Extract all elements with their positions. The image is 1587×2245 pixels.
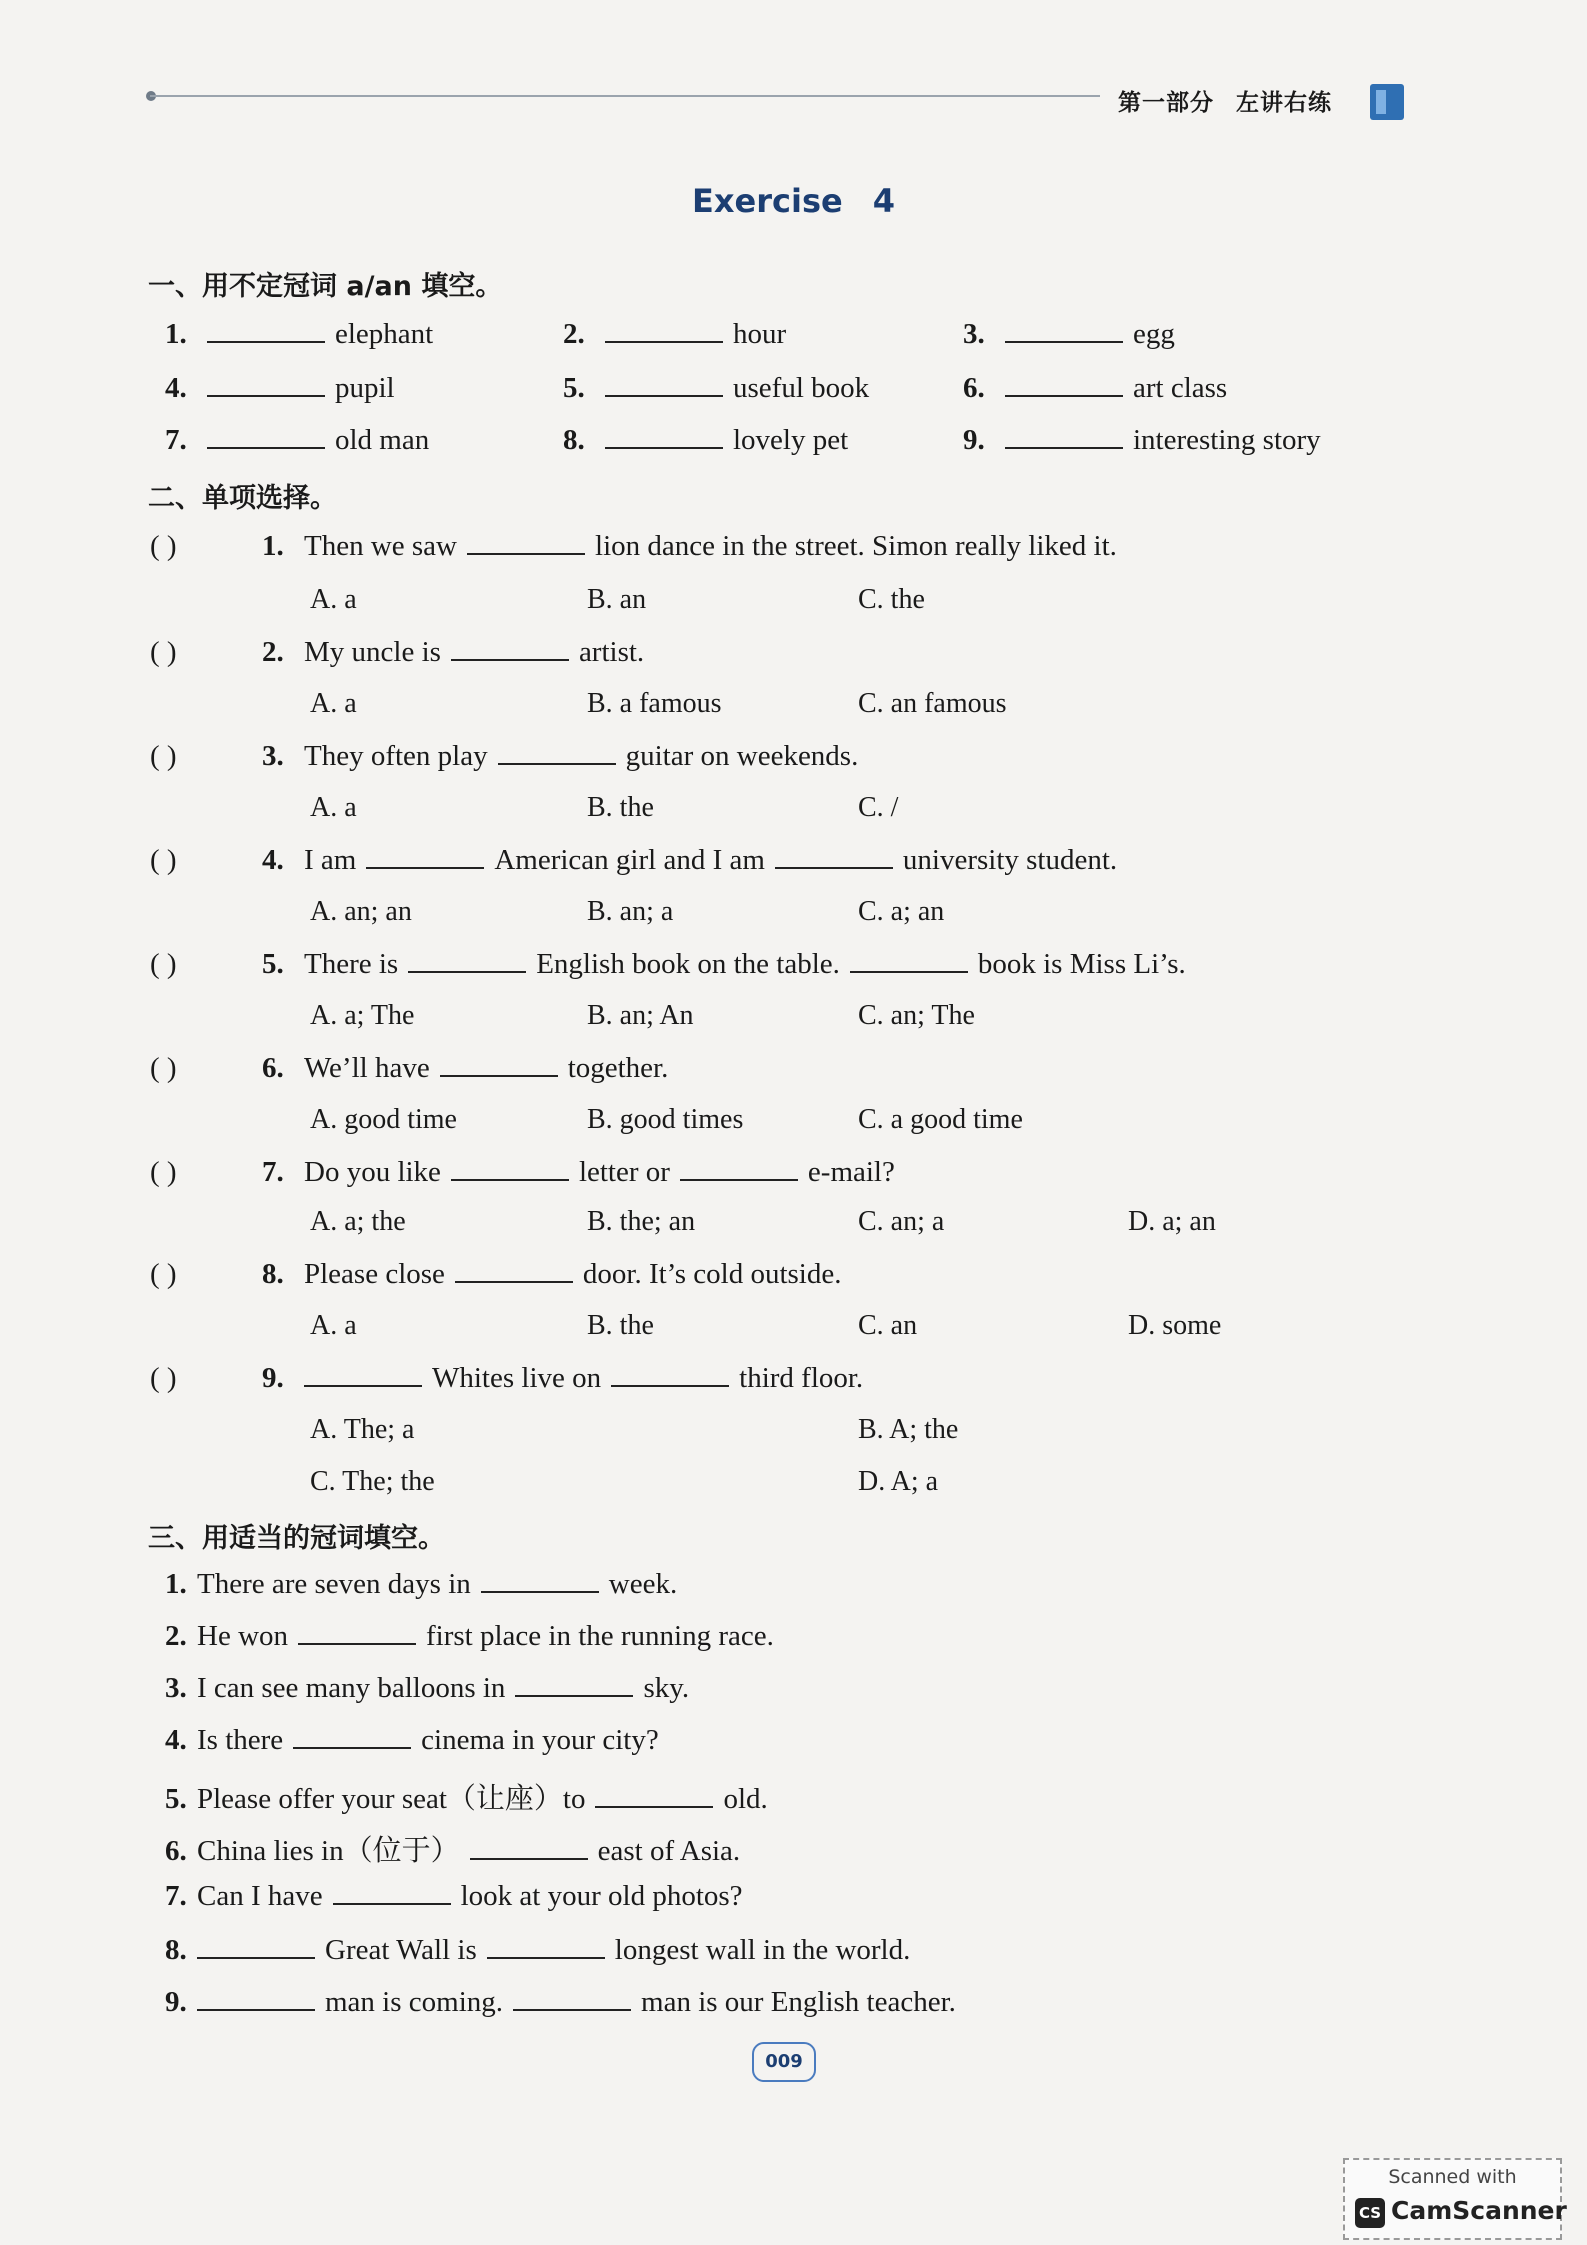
option-a[interactable]: A. a; The bbox=[310, 1000, 415, 1031]
item-text: China lies in（位于） bbox=[197, 1835, 460, 1867]
option-a[interactable]: A. a bbox=[310, 1310, 357, 1341]
mc-question-1 bbox=[150, 530, 1117, 563]
item-text: Please offer your seat（让座）to bbox=[197, 1783, 586, 1815]
item-text: Can I have bbox=[197, 1880, 323, 1912]
mc-question-2 bbox=[150, 636, 644, 669]
option-b[interactable]: B. an bbox=[587, 584, 647, 615]
answer-blank bbox=[680, 1178, 798, 1181]
question-text: English book on the table. bbox=[536, 948, 840, 980]
option-a[interactable]: A. a bbox=[310, 688, 357, 719]
option-c[interactable]: C. / bbox=[858, 792, 899, 823]
option-a[interactable]: A. an; an bbox=[310, 896, 412, 927]
item-num: 1. bbox=[165, 318, 187, 350]
s3-item-6 bbox=[165, 1828, 740, 1869]
s3-item-4 bbox=[165, 1724, 659, 1757]
item-num: 9. bbox=[963, 424, 985, 456]
answer-paren[interactable]: ( ) bbox=[150, 1052, 177, 1084]
option-c[interactable]: C. an famous bbox=[858, 688, 1007, 719]
watermark-line2: CamScanner bbox=[1391, 2196, 1567, 2225]
answer-blank bbox=[366, 866, 484, 869]
item-num: 2. bbox=[563, 318, 585, 350]
option-a[interactable]: A. a bbox=[310, 584, 357, 615]
item-text: look at your old photos? bbox=[460, 1880, 743, 1912]
answer-blank[interactable] bbox=[197, 2008, 315, 2011]
question-num: 8. bbox=[262, 1258, 284, 1290]
item-text: old man bbox=[335, 424, 430, 456]
question-num: 1. bbox=[262, 530, 284, 562]
option-b[interactable]: B. good times bbox=[587, 1104, 744, 1135]
answer-blank[interactable] bbox=[470, 1857, 588, 1860]
section3-heading: 三、用适当的冠词填空。 bbox=[148, 1523, 445, 1554]
item-text: longest wall in the world. bbox=[614, 1934, 911, 1966]
question-num: 4. bbox=[262, 844, 284, 876]
answer-blank[interactable] bbox=[513, 2008, 631, 2011]
item-num: 9. bbox=[165, 1986, 187, 2018]
mc-question-3 bbox=[150, 740, 858, 773]
item-text: Great Wall is bbox=[325, 1934, 477, 1966]
option-a[interactable]: A. The; a bbox=[310, 1414, 415, 1445]
s3-item-8 bbox=[165, 1934, 910, 1967]
s3-item-2 bbox=[165, 1620, 774, 1653]
item-num: 5. bbox=[563, 372, 585, 404]
answer-blank bbox=[775, 866, 893, 869]
option-a[interactable]: A. a bbox=[310, 792, 357, 823]
question-text: They often play bbox=[304, 740, 488, 772]
question-text: book is Miss Li’s. bbox=[977, 948, 1186, 980]
item-num: 5. bbox=[165, 1783, 187, 1815]
option-c[interactable]: C. an; a bbox=[858, 1206, 945, 1237]
option-b[interactable]: B. an; a bbox=[587, 896, 674, 927]
s1-item-5 bbox=[563, 372, 869, 405]
answer-blank[interactable] bbox=[298, 1642, 416, 1645]
s1-item-4 bbox=[165, 372, 395, 405]
item-num: 3. bbox=[165, 1672, 187, 1704]
answer-paren[interactable]: ( ) bbox=[150, 1156, 177, 1188]
item-num: 7. bbox=[165, 1880, 187, 1912]
option-b[interactable]: B. the bbox=[587, 1310, 654, 1341]
question-text: university student. bbox=[902, 844, 1118, 876]
option-b[interactable]: B. the; an bbox=[587, 1206, 696, 1237]
item-num: 8. bbox=[165, 1934, 187, 1966]
answer-paren[interactable]: ( ) bbox=[150, 1258, 177, 1290]
option-c[interactable]: C. The; the bbox=[310, 1466, 435, 1497]
option-b[interactable]: B. an; An bbox=[587, 1000, 694, 1031]
question-text: My uncle is bbox=[304, 636, 441, 668]
question-text: letter or bbox=[578, 1156, 670, 1188]
mc-question-7 bbox=[150, 1156, 895, 1189]
s1-item-6 bbox=[963, 372, 1227, 405]
item-text: week. bbox=[608, 1568, 678, 1600]
item-num: 4. bbox=[165, 372, 187, 404]
header-label bbox=[1118, 84, 1332, 117]
watermark-line1: Scanned with bbox=[1388, 2166, 1517, 2188]
question-text: There is bbox=[304, 948, 399, 980]
option-c[interactable]: C. a; an bbox=[858, 896, 945, 927]
question-text: e-mail? bbox=[807, 1156, 895, 1188]
option-b[interactable]: B. a famous bbox=[587, 688, 722, 719]
answer-blank bbox=[850, 970, 968, 973]
answer-blank[interactable] bbox=[595, 1805, 713, 1808]
item-num: 8. bbox=[563, 424, 585, 456]
section1-heading: 一、用不定冠词 a/an 填空。 bbox=[148, 271, 503, 302]
answer-blank bbox=[451, 658, 569, 661]
mc-question-9 bbox=[150, 1362, 863, 1395]
item-num: 3. bbox=[963, 318, 985, 350]
question-text: Whites live on bbox=[432, 1362, 602, 1394]
option-b[interactable]: B. A; the bbox=[858, 1414, 959, 1445]
item-text: elephant bbox=[335, 318, 434, 350]
option-c[interactable]: C. an; The bbox=[858, 1000, 975, 1031]
answer-blank[interactable] bbox=[207, 394, 325, 397]
option-d[interactable]: D. some bbox=[1128, 1310, 1222, 1341]
header-section: 左讲右练 bbox=[1236, 90, 1332, 116]
item-text: I can see many balloons in bbox=[197, 1672, 506, 1704]
header-part: 第一部分 bbox=[1118, 90, 1214, 116]
item-text: east of Asia. bbox=[597, 1835, 741, 1867]
mc-question-8 bbox=[150, 1258, 842, 1291]
item-num: 4. bbox=[165, 1724, 187, 1756]
answer-blank bbox=[440, 1074, 558, 1077]
answer-blank[interactable] bbox=[197, 1956, 315, 1959]
item-text: egg bbox=[1133, 318, 1175, 350]
title-text: Exercise bbox=[692, 182, 843, 220]
question-text: American girl and I am bbox=[494, 844, 765, 876]
answer-blank[interactable] bbox=[207, 340, 325, 343]
option-c[interactable]: C. the bbox=[858, 584, 925, 615]
answer-blank bbox=[467, 552, 585, 555]
option-d[interactable]: D. a; an bbox=[1128, 1206, 1216, 1237]
answer-blank[interactable] bbox=[1005, 446, 1123, 449]
mc-question-4 bbox=[150, 844, 1117, 877]
answer-blank bbox=[455, 1280, 573, 1283]
answer-paren[interactable]: ( ) bbox=[150, 1362, 177, 1394]
question-text: Please close bbox=[304, 1258, 445, 1290]
s1-item-3 bbox=[963, 318, 1175, 351]
page-number: 009 bbox=[752, 2042, 816, 2082]
camscanner-watermark bbox=[1343, 2158, 1567, 2240]
question-num: 5. bbox=[262, 948, 284, 980]
question-text: third floor. bbox=[739, 1362, 864, 1394]
item-num: 2. bbox=[165, 1620, 187, 1652]
answer-blank[interactable] bbox=[487, 1956, 605, 1959]
answer-blank[interactable] bbox=[207, 446, 325, 449]
s3-item-5 bbox=[165, 1776, 768, 1817]
answer-paren[interactable]: ( ) bbox=[150, 740, 177, 772]
option-b[interactable]: B. the bbox=[587, 792, 654, 823]
option-a[interactable]: A. a; the bbox=[310, 1206, 406, 1237]
mc-question-6 bbox=[150, 1052, 668, 1085]
question-text: I am bbox=[304, 844, 357, 876]
s3-item-9 bbox=[165, 1986, 956, 2019]
s1-item-1 bbox=[165, 318, 433, 351]
answer-blank bbox=[451, 1178, 569, 1181]
s3-item-3 bbox=[165, 1672, 689, 1705]
item-text: first place in the running race. bbox=[426, 1620, 774, 1652]
answer-paren[interactable]: ( ) bbox=[150, 636, 177, 668]
item-num: 1. bbox=[165, 1568, 187, 1600]
question-text: lion dance in the street. Simon really liked it. bbox=[595, 530, 1117, 562]
question-text: guitar on weekends. bbox=[625, 740, 859, 772]
item-text: interesting story bbox=[1133, 424, 1321, 456]
option-c[interactable]: C. an bbox=[858, 1310, 918, 1341]
item-text: man is coming. bbox=[325, 1986, 504, 2018]
answer-blank[interactable] bbox=[515, 1694, 633, 1697]
answer-blank[interactable] bbox=[605, 446, 723, 449]
question-text: Do you like bbox=[304, 1156, 441, 1188]
s1-item-8 bbox=[563, 424, 848, 457]
item-num: 6. bbox=[165, 1835, 187, 1867]
question-text: together. bbox=[567, 1052, 669, 1084]
answer-blank[interactable] bbox=[293, 1746, 411, 1749]
item-text: useful book bbox=[733, 372, 870, 404]
answer-blank[interactable] bbox=[333, 1902, 451, 1905]
section2-heading: 二、单项选择。 bbox=[148, 483, 337, 514]
answer-blank[interactable] bbox=[605, 340, 723, 343]
s3-item-1 bbox=[165, 1568, 677, 1601]
option-c[interactable]: C. a good time bbox=[858, 1104, 1023, 1135]
item-text: There are seven days in bbox=[197, 1568, 471, 1600]
item-text: cinema in your city? bbox=[421, 1724, 659, 1756]
item-text: He won bbox=[197, 1620, 289, 1652]
question-text: artist. bbox=[578, 636, 645, 668]
option-a[interactable]: A. good time bbox=[310, 1104, 457, 1135]
answer-blank bbox=[611, 1384, 729, 1387]
header-rule bbox=[150, 95, 1100, 97]
s1-item-9 bbox=[963, 424, 1321, 457]
answer-paren[interactable]: ( ) bbox=[150, 844, 177, 876]
question-num: 7. bbox=[262, 1156, 284, 1188]
answer-blank bbox=[408, 970, 526, 973]
question-text: door. It’s cold outside. bbox=[582, 1258, 842, 1290]
answer-blank[interactable] bbox=[481, 1590, 599, 1593]
question-num: 2. bbox=[262, 636, 284, 668]
item-text: hour bbox=[733, 318, 787, 350]
s1-item-2 bbox=[563, 318, 786, 351]
s1-item-7 bbox=[165, 424, 429, 457]
question-num: 9. bbox=[262, 1362, 284, 1394]
item-num: 6. bbox=[963, 372, 985, 404]
answer-blank[interactable] bbox=[1005, 394, 1123, 397]
s3-item-7 bbox=[165, 1880, 743, 1913]
answer-blank bbox=[304, 1384, 422, 1387]
item-text: pupil bbox=[335, 372, 395, 404]
item-text: art class bbox=[1133, 372, 1228, 404]
option-d[interactable]: D. A; a bbox=[858, 1466, 939, 1497]
question-text: Then we saw bbox=[304, 530, 458, 562]
question-text: We’ll have bbox=[304, 1052, 430, 1084]
page-title bbox=[0, 182, 1587, 220]
answer-blank[interactable] bbox=[1005, 340, 1123, 343]
question-num: 3. bbox=[262, 740, 284, 772]
item-text: lovely pet bbox=[733, 424, 849, 456]
item-text: man is our English teacher. bbox=[641, 1986, 956, 2018]
question-num: 6. bbox=[262, 1052, 284, 1084]
mc-question-5 bbox=[150, 948, 1186, 981]
item-text: Is there bbox=[197, 1724, 284, 1756]
book-tab-icon bbox=[1370, 84, 1404, 120]
item-num: 7. bbox=[165, 424, 187, 456]
answer-paren[interactable]: ( ) bbox=[150, 530, 177, 562]
title-number: 4 bbox=[872, 182, 895, 220]
item-text: old. bbox=[723, 1783, 768, 1815]
answer-blank bbox=[498, 762, 616, 765]
answer-blank[interactable] bbox=[605, 394, 723, 397]
answer-paren[interactable]: ( ) bbox=[150, 948, 177, 980]
camscanner-logo-icon: CS bbox=[1355, 2198, 1385, 2228]
item-text: sky. bbox=[643, 1672, 690, 1704]
